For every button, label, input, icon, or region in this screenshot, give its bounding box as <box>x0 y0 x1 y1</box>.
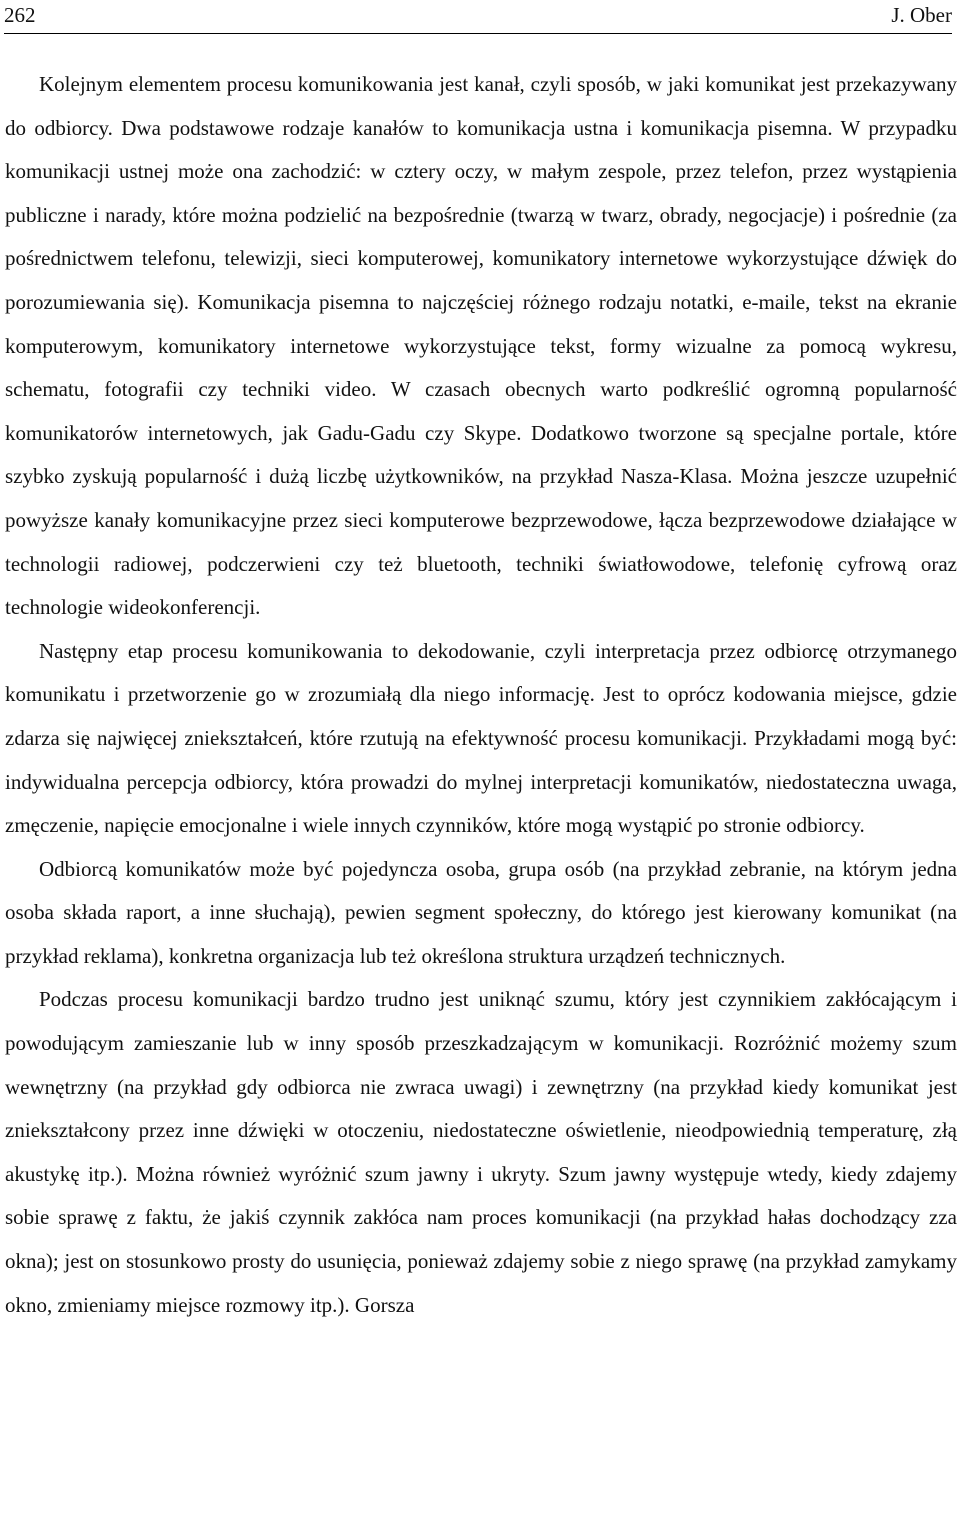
paragraph-receiver: Odbiorcą komunikatów może być pojedyncza osoba, grupa osób (na przykład zebranie, na którym jedna osoba składa raport, a inne słuchają), pewien segment społeczny, do którego jest kierowany komunikat (na przykład reklama), konkretna organizacja lub też określona struktura urządzeń technicznych. <box>5 856 957 968</box>
body-text <box>5 63 957 1327</box>
page-number: 262 <box>4 3 36 27</box>
paragraph-decoding: Następny etap procesu komunikowania to dekodowanie, czyli interpretacja przez odbiorcę otrzymanego komunikatu i przetworzenie go w zrozumiałą dla niego informację. Jest to oprócz kodowania miejsce, gdzie zdarza się najwięcej zniekształceń, które rzutują na efektywność procesu komunikacji. Przykładami mogą być: indywidualna percepcja odbiorcy, która prowadzi do mylnej interpretacji komunikatów, niedostateczna uwaga, zmęczenie, napięcie emocjonalne i wiele innych czynników, które mogą wystąpić po stronie odbiorcy. <box>5 638 957 838</box>
page-header <box>4 0 952 34</box>
paragraph-channels: Kolejnym elementem procesu komunikowania jest kanał, czyli sposób, w jaki komunikat jest przekazywany do odbiorcy. Dwa podstawowe rodzaje kanałów to komunikacja ustna i komunikacja pisemna. W przypadku komunikacji ustnej może ona zachodzić: w cztery oczy, w małym zespole, przez telefon, przez wystąpienia publiczne i narady, które można podzielić na bezpośrednie (twarzą w twarz, obrady, negocjacje) i pośrednie (za pośrednictwem telefonu, telewizji, sieci komputerowej, komunikatory internetowe wykorzystujące dźwięk do porozumiewania się). Komunikacja pisemna to najczęściej różnego rodzaju notatki, e-maile, tekst na ekranie komputerowym, komunikatory internetowe wykorzystujące tekst, formy wizualne za pomocą wykresu, schematu, fotografii czy techniki video. W czasach obecnych warto podkreślić ogromną popularność komunikatorów internetowych, jak Gadu-Gadu czy Skype. Dodatkowo tworzone są specjalne portale, które szybko zyskują popularność i dużą liczbę użytkowników, na przykład Nasza-Klasa. Można jeszcze uzupełnić powyższe kanały komunikacyjne przez sieci komputerowe bezprzewodowe, łącza bezprzewodowe działające w technologii radiowej, podczerwieni czy też bluetooth, techniki światłowodowe, telefonię cyfrową oraz technologie wideokonferencji. <box>5 72 957 620</box>
running-head-author: J. Ober <box>891 3 952 27</box>
paragraph-noise: Podczas procesu komunikacji bardzo trudno jest uniknąć szumu, który jest czynnikiem zakłócającym i powodującym zamieszanie lub w inny sposób przeszkadzającym w komunikacji. Rozróżnić możemy szum wewnętrzny (na przykład gdy odbiorca nie zwraca uwagi) i zewnętrzny (na przykład kiedy komunikat jest zniekształcony przez inne dźwięki w otoczeniu, niedostateczne oświetlenie, nieodpowiednią temperaturę, złą akustykę itp.). Można również wyróżnić szum jawny i ukryty. Szum jawny występuje wtedy, kiedy zdajemy sobie sprawę z faktu, że jakiś czynnik zakłóca nam proces komunikacji (na przykład hałas dochodzący zza okna); jest on stosunkowo prosty do usunięcia, ponieważ zdajemy sobie z niego sprawę (na przykład zamykamy okno, zmieniamy miejsce rozmowy itp.). Gorsza <box>5 987 957 1317</box>
